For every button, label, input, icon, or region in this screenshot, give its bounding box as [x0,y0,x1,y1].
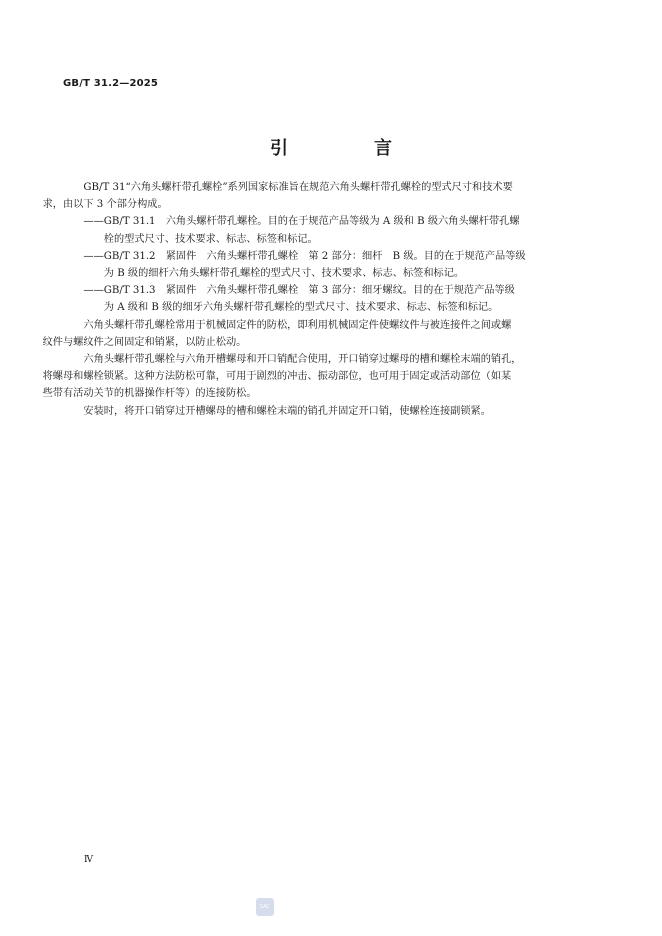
list-item-continuation: 为 B 级的细杆六角头螺杆带孔螺栓的型式尺寸、技术要求、标志、标签和标记。 [103,268,465,280]
intro-paragraph [42,179,598,213]
list-dash: —— [83,285,104,297]
list-dash: —— [83,250,104,262]
list-item-continuation: 为 A 级和 B 级的细牙六角头螺杆带孔螺栓的型式尺寸、技术要求、标志、标签和标记。 [103,302,499,314]
list-item-text: GB/T 31.3 紧固件 六角头螺杆带孔螺栓 第 3 部分：细牙螺纹。目的在于规范产品等级 [103,285,515,297]
intro-line: 求，由以下 3 个部分构成。 [42,199,168,211]
list-dash: —— [83,216,104,228]
document-body [42,179,598,420]
sac-watermark-logo [256,898,274,916]
page-number: Ⅳ [84,855,93,865]
body-paragraph [42,317,598,351]
list-item [63,248,598,282]
intro-line: GB/T 31“六角头螺杆带孔螺栓”系列国家标准旨在规范六角头螺杆带孔螺栓的型式尺寸和技术要 [83,182,513,193]
body-paragraph [63,403,598,420]
paragraph-line: 六角头螺杆带孔螺栓与六角开槽螺母和开口销配合使用，开口销穿过螺母的槽和螺栓末端的销孔， [83,354,522,366]
list-item-text: GB/T 31.1 六角头螺杆带孔螺栓。目的在于规范产品等级为 A 级和 B 级六角头螺杆带孔螺 [103,216,520,228]
list-item-continuation: 栓的型式尺寸、技术要求、标志、标签和标记。 [103,233,318,245]
paragraph-line: 些带有活动关节的机器操作杆等）的连接防松。 [42,388,257,400]
paragraph-line: 将螺母和螺栓锁紧。这种方法防松可靠，可用于剧烈的冲击、振动部位，也可用于固定或活动部位（如某 [42,371,512,383]
section-title: 引 言 [270,138,426,159]
list-item [63,213,598,247]
standard-code: GB/T 31.2—2025 [63,78,159,89]
watermark-text: SAC [259,904,271,910]
body-paragraph [42,351,598,403]
paragraph-line: 安装时，将开口销穿过开槽螺母的槽和螺栓末端的销孔并固定开口销，使螺栓连接副锁紧。 [83,405,491,417]
paragraph-line: 六角头螺杆带孔螺栓常用于机械固定件的防松，即利用机械固定件使螺纹件与被连接件之间或螺 [83,319,512,331]
list-item [63,282,598,316]
list-item-text: GB/T 31.2 紧固件 六角头螺杆带孔螺栓 第 2 部分：细杆 B 级。目的在于规范产品等级 [103,250,526,262]
paragraph-line: 纹件与螺纹件之间固定和销紧，以防止松动。 [42,336,247,348]
